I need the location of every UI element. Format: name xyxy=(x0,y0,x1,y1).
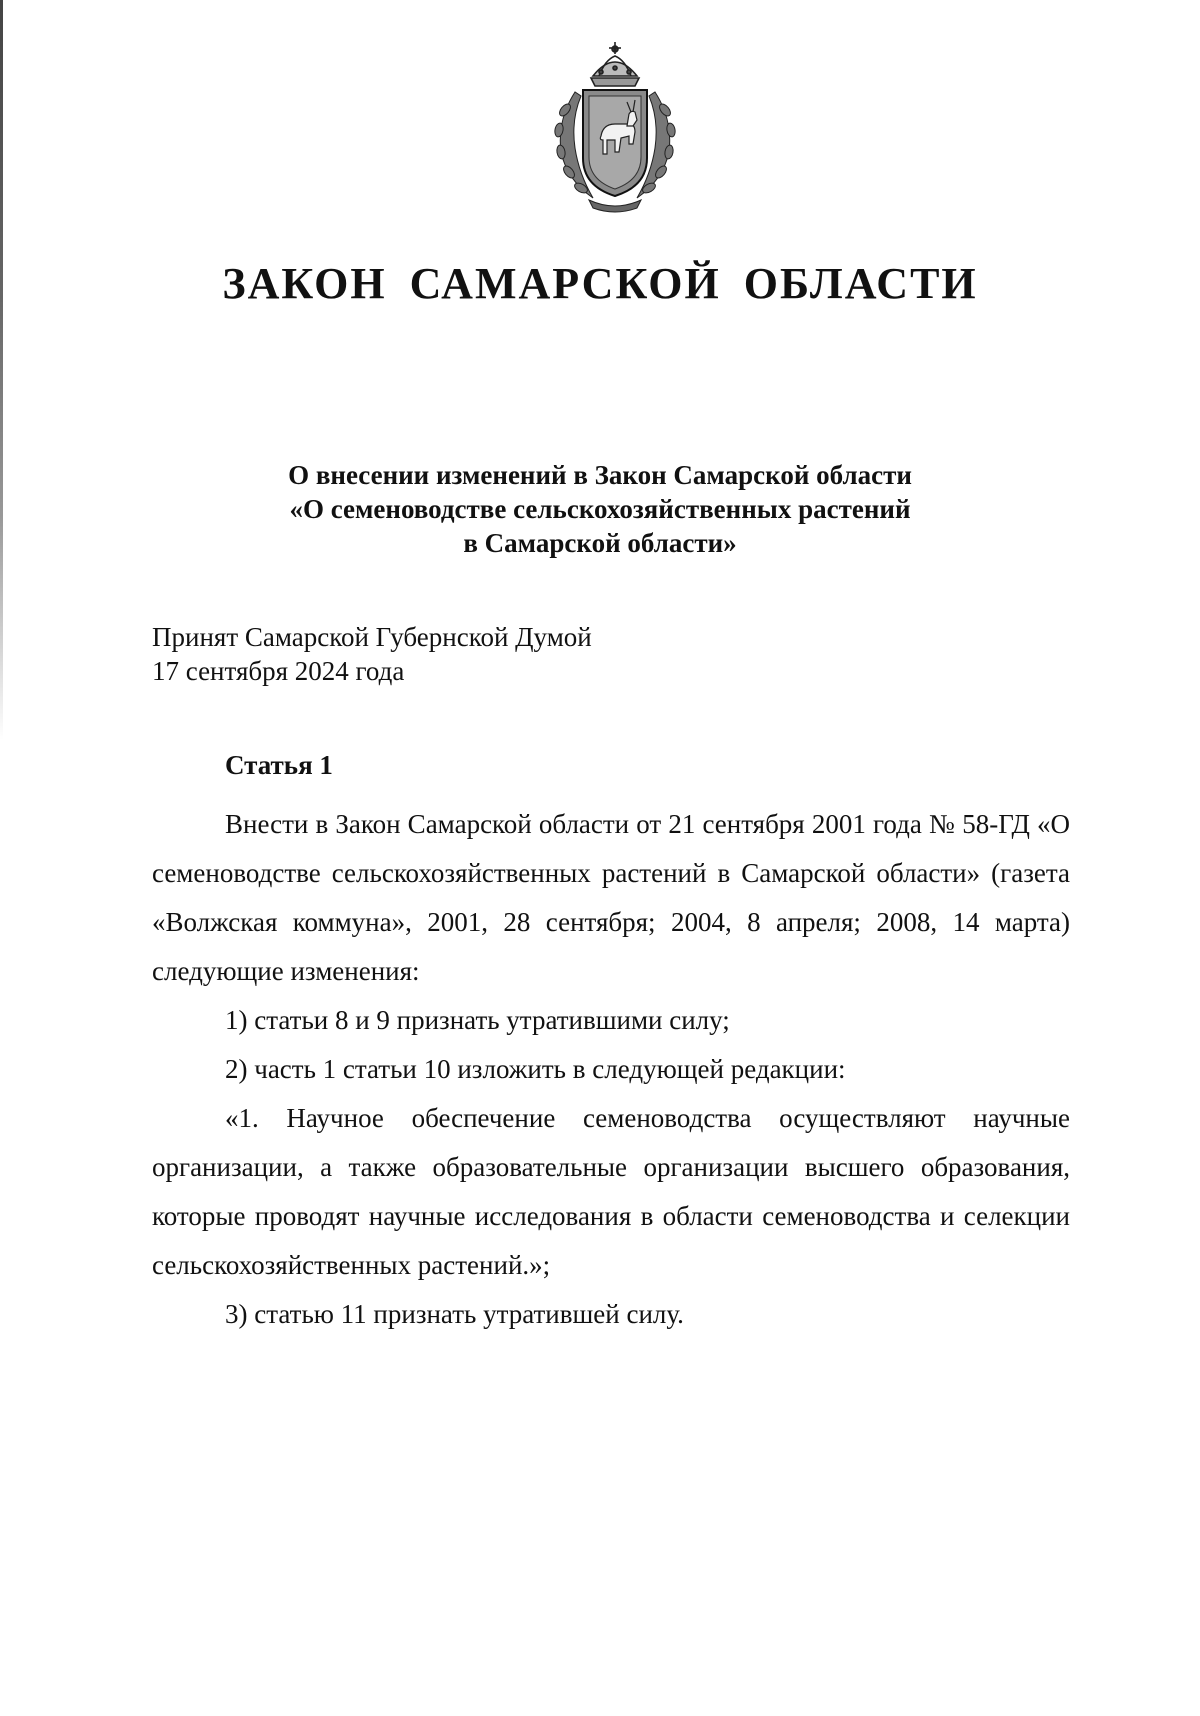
subtitle-line: в Самарской области» xyxy=(463,528,737,558)
law-subject-title xyxy=(0,458,1200,560)
article-paragraph: Внести в Закон Самарской области от 21 сентября 2001 года № 58-ГД «О семеноводстве сельскохозяйственных растений в Самарской области» (газета «Волжская коммуна», 2001, 28 сентября; 2004, 8 апреля; 2008, 14 марта) следующие изменения: xyxy=(152,809,1070,986)
adoption-date: 17 сентября 2024 года xyxy=(152,656,405,686)
adoption-note xyxy=(152,620,592,688)
subtitle-line: «О семеноводстве сельскохозяйственных растений xyxy=(289,494,911,524)
article-body xyxy=(152,800,1070,1339)
article-paragraph: «1. Научное обеспечение семеноводства осуществляют научные организации, а также образовательные организации высшего образования, которые проводят научные исследования в области семеноводства и селекции сельскохозяйственных растений.»; xyxy=(152,1103,1070,1280)
document-title: ЗАКОН САМАРСКОЙ ОБЛАСТИ xyxy=(222,259,978,308)
scan-edge-shadow xyxy=(0,0,3,740)
article-paragraph: 2) часть 1 статьи 10 изложить в следующей редакции: xyxy=(225,1054,846,1084)
article-heading: Статья 1 xyxy=(225,750,333,780)
coat-of-arms-icon xyxy=(535,40,695,216)
subtitle-line: О внесении изменений в Закон Самарской области xyxy=(288,460,912,490)
article-paragraph: 1) статьи 8 и 9 признать утратившими силу; xyxy=(225,1005,730,1035)
adoption-body: Принят Самарской Губернской Думой xyxy=(152,622,592,652)
article-paragraph: 3) статью 11 признать утратившей силу. xyxy=(225,1299,684,1329)
